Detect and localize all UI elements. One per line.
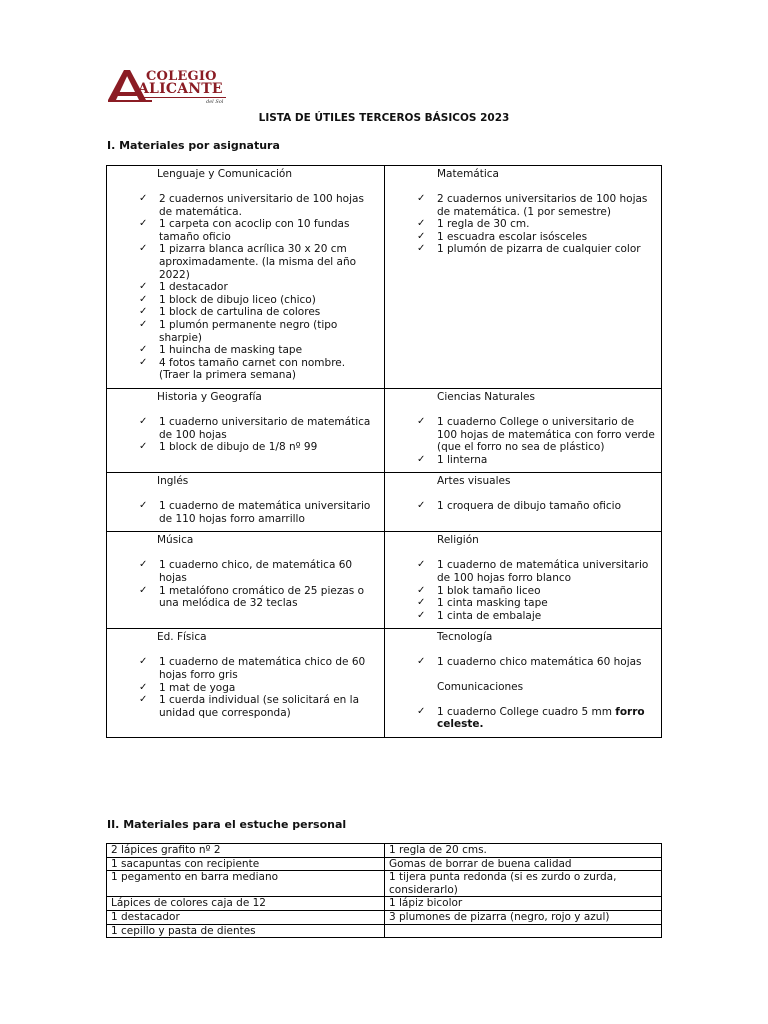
subject-name: Matemática — [437, 168, 499, 180]
subject-cell — [385, 629, 662, 737]
subject-name: Historia y Geografía — [157, 390, 262, 403]
subject-name: Tecnología — [437, 631, 493, 644]
subject-cell — [107, 473, 385, 532]
subject-name: Ed. Física — [157, 631, 207, 644]
list-item: ✓ 1 cuaderno chico, de matemática 60 hojas — [113, 559, 378, 584]
section-heading-pencil-case: II. Materiales para el estuche personal — [107, 818, 347, 831]
subject-cell — [107, 532, 385, 629]
logo-tagline: del Sol — [206, 99, 224, 105]
list-item: ✓ 1 huincha de masking tape — [113, 344, 378, 357]
subject-cell — [385, 166, 662, 389]
list-item: ✓ 1 cuaderno universitario de matemática de 100 hojas — [113, 416, 378, 441]
list-item: ✓ 1 destacador — [113, 281, 378, 294]
section-heading-materials: I. Materiales por asignatura — [107, 139, 280, 152]
table-row — [107, 857, 662, 871]
list-item: ✓ 1 cuaderno College o universitario de 100 hojas de matemática con forro verde (que el forro no sea de plástico) — [391, 416, 655, 454]
subject-item-list — [113, 559, 378, 609]
subject-name: Artes visuales — [437, 475, 511, 488]
table-row — [107, 844, 662, 858]
page-title: LISTA DE ÚTILES TERCEROS BÁSICOS 2023 — [258, 112, 510, 124]
list-item: ✓ 1 linterna — [391, 454, 655, 467]
subjects-table — [106, 165, 662, 738]
subject-name: Música — [157, 534, 194, 547]
list-item-text: 1 cuaderno College cuadro 5 mm — [437, 705, 616, 718]
table-cell: 3 plumones de pizarra (negro, rojo y azul) — [385, 910, 662, 924]
list-item: ✓ 1 cinta masking tape — [391, 597, 655, 610]
subject-cell — [385, 473, 662, 532]
subject-name: Inglés — [157, 475, 189, 488]
table-cell: 1 pegamento en barra mediano — [107, 871, 385, 897]
list-item: ✓ 4 fotos tamaño carnet con nombre. (Traer la primera semana) — [113, 357, 378, 382]
list-item: ✓ 1 blok tamaño liceo — [391, 585, 655, 598]
subject-item-list — [391, 656, 655, 669]
subject-name: Ciencias Naturales — [437, 390, 535, 403]
subject-cell — [107, 166, 385, 389]
subject-name: Comunicaciones — [437, 681, 524, 694]
subject-item-list — [113, 416, 378, 454]
table-row — [107, 871, 662, 897]
school-logo — [106, 64, 236, 104]
table-cell: Gomas de borrar de buena calidad — [385, 857, 662, 871]
list-item: ✓ 1 plumón de pizarra de cualquier color — [391, 243, 655, 256]
subject-item-list — [391, 559, 655, 622]
subject-name: Lenguaje y Comunicación — [157, 168, 292, 180]
subjects-row — [107, 629, 662, 737]
subjects-row — [107, 388, 662, 472]
subject-cell — [107, 629, 385, 737]
list-item: ✓ 1 cuaderno chico matemática 60 hojas — [391, 656, 655, 669]
list-item: ✓ 1 metalófono cromático de 25 piezas o una melódica de 32 teclas — [113, 585, 378, 610]
subjects-row — [107, 166, 662, 389]
list-item — [391, 706, 655, 731]
list-item: ✓ 2 cuadernos universitario de 100 hojas de matemática. — [113, 193, 378, 218]
list-item: ✓ 1 block de cartulina de colores — [113, 306, 378, 319]
table-row — [107, 897, 662, 911]
logo-rule — [142, 97, 226, 98]
table-cell — [385, 924, 662, 938]
subject-item-list — [113, 193, 378, 382]
list-item: ✓ 1 pizarra blanca acrílica 30 x 20 cm aproximadamente. (la misma del año 2022) — [113, 243, 378, 281]
subject-cell — [385, 388, 662, 472]
list-item: ✓ 1 regla de 30 cm. — [391, 218, 655, 231]
list-item: ✓ 1 cuaderno de matemática universitario de 100 hojas forro blanco — [391, 559, 655, 584]
subject-item-list — [391, 416, 655, 466]
table-cell: 1 cepillo y pasta de dientes — [107, 924, 385, 938]
list-item: ✓ 1 cinta de embalaje — [391, 610, 655, 623]
table-cell: 1 sacapuntas con recipiente — [107, 857, 385, 871]
table-cell: Lápices de colores caja de 12 — [107, 897, 385, 911]
list-item-emphasis: forro celeste. — [437, 705, 645, 731]
table-cell: 1 lápiz bicolor — [385, 897, 662, 911]
subject-cell — [107, 388, 385, 472]
list-item: ✓ 1 croquera de dibujo tamaño oficio — [391, 500, 655, 513]
list-item: ✓ 1 cuaderno de matemática universitario de 110 hojas forro amarrillo — [113, 500, 378, 525]
subject-item-list — [391, 193, 655, 256]
list-item: ✓ 1 escuadra escolar isósceles — [391, 231, 655, 244]
logo-line-1: COLEGIO — [146, 69, 217, 84]
subject-item-list — [113, 500, 378, 525]
subject-cell — [385, 532, 662, 629]
list-item: ✓ 1 block de dibujo de 1/8 nº 99 — [113, 441, 378, 454]
table-cell: 2 lápices grafito nº 2 — [107, 844, 385, 858]
subject-item-list — [113, 656, 378, 719]
table-cell: 1 destacador — [107, 910, 385, 924]
list-item: ✓ 1 plumón permanente negro (tipo sharpie) — [113, 319, 378, 344]
list-item: ✓ 1 mat de yoga — [113, 682, 378, 695]
list-item: ✓ 2 cuadernos universitarios de 100 hojas de matemática. (1 por semestre) — [391, 193, 655, 218]
subject-item-list — [391, 706, 655, 731]
list-item: ✓ 1 carpeta con acoclip con 10 fundas tamaño oficio — [113, 218, 378, 243]
list-item: ✓ 1 cuerda individual (se solicitará en la unidad que corresponda) — [113, 694, 378, 719]
list-item: ✓ 1 block de dibujo liceo (chico) — [113, 294, 378, 307]
table-row — [107, 910, 662, 924]
subject-item-list — [391, 500, 655, 513]
table-cell: 1 regla de 20 cms. — [385, 844, 662, 858]
subjects-row — [107, 532, 662, 629]
subject-name: Religión — [437, 534, 479, 547]
table-cell: 1 tijera punta redonda (si es zurdo o zurda, considerarlo) — [385, 871, 662, 897]
subjects-row — [107, 473, 662, 532]
pencil-case-table — [106, 843, 662, 938]
list-item: ✓ 1 cuaderno de matemática chico de 60 hojas forro gris — [113, 656, 378, 681]
logo-line-2: ALICANTE — [138, 81, 223, 97]
table-row — [107, 924, 662, 938]
